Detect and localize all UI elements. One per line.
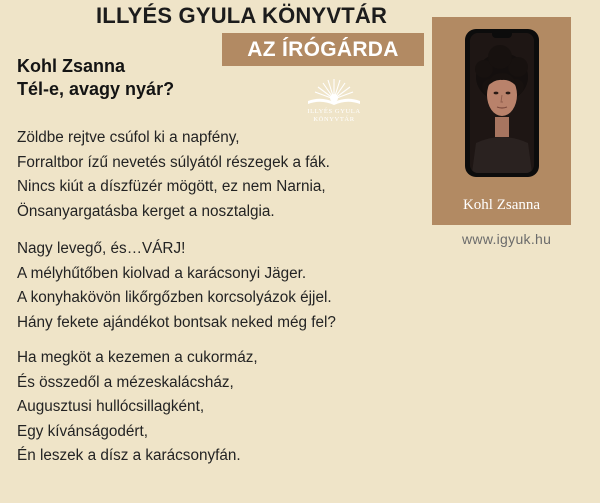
poem-line: Ha megköt a kezemen a cukormáz, — [17, 349, 258, 366]
phone-notch — [492, 33, 512, 38]
library-title: ILLYÉS GYULA KÖNYVTÁR — [96, 3, 388, 28]
poem-line: Önsanyargatásba kerget a nosztalgia. — [17, 202, 275, 220]
author-portrait-card — [432, 17, 571, 225]
poem-stanza-2 — [17, 237, 336, 335]
poem-line: Egy kívánságodért, — [17, 422, 148, 440]
poem-title: Tél-e, avagy nyár? — [17, 79, 175, 99]
poem-line: A mélyhűtőben kiolvad a karácsonyi Jäger. — [17, 264, 307, 282]
poem-line: A konyhakövön likőrgőzben korcsolyázok éjjel. — [17, 289, 332, 307]
website-link[interactable]: www.igyuk.hu — [462, 231, 552, 247]
phone-frame — [465, 29, 539, 177]
portrait-illustration — [470, 33, 534, 173]
poem-line: Zöldbe rejtve csúfol ki a napfény, — [17, 129, 240, 146]
section-banner-label: AZ ÍRÓGÁRDA — [247, 37, 399, 61]
section-banner — [222, 33, 424, 66]
poem-author: Kohl Zsanna — [17, 56, 126, 76]
poem-line: Én leszek a dísz a karácsonyfán. — [17, 447, 241, 465]
library-logo — [290, 73, 378, 125]
logo-text-line2: KÖNYVTÁR — [313, 116, 355, 123]
poem-line: Augusztusi hullócsillagként, — [17, 398, 205, 416]
poem-line: Nagy levegő, és…VÁRJ! — [17, 240, 186, 257]
poem-line: És összedől a mézeskalácsház, — [17, 373, 234, 391]
portrait-caption: Kohl Zsanna — [462, 197, 541, 213]
logo-text-line1: ILLYÉS GYULA — [307, 108, 361, 115]
poem-stanza-3 — [17, 346, 258, 469]
poem-line: Forraltbor ízű nevetés súlyától részegek a fák. — [17, 153, 330, 171]
author-photo — [470, 33, 534, 173]
poem-line: Nincs kiút a díszfüzér mögött, ez nem Narnia, — [17, 178, 326, 196]
poem-stanza-1 — [17, 126, 330, 224]
poem-line: Hány fekete ajándékot bontsak neked még fel? — [17, 313, 336, 331]
